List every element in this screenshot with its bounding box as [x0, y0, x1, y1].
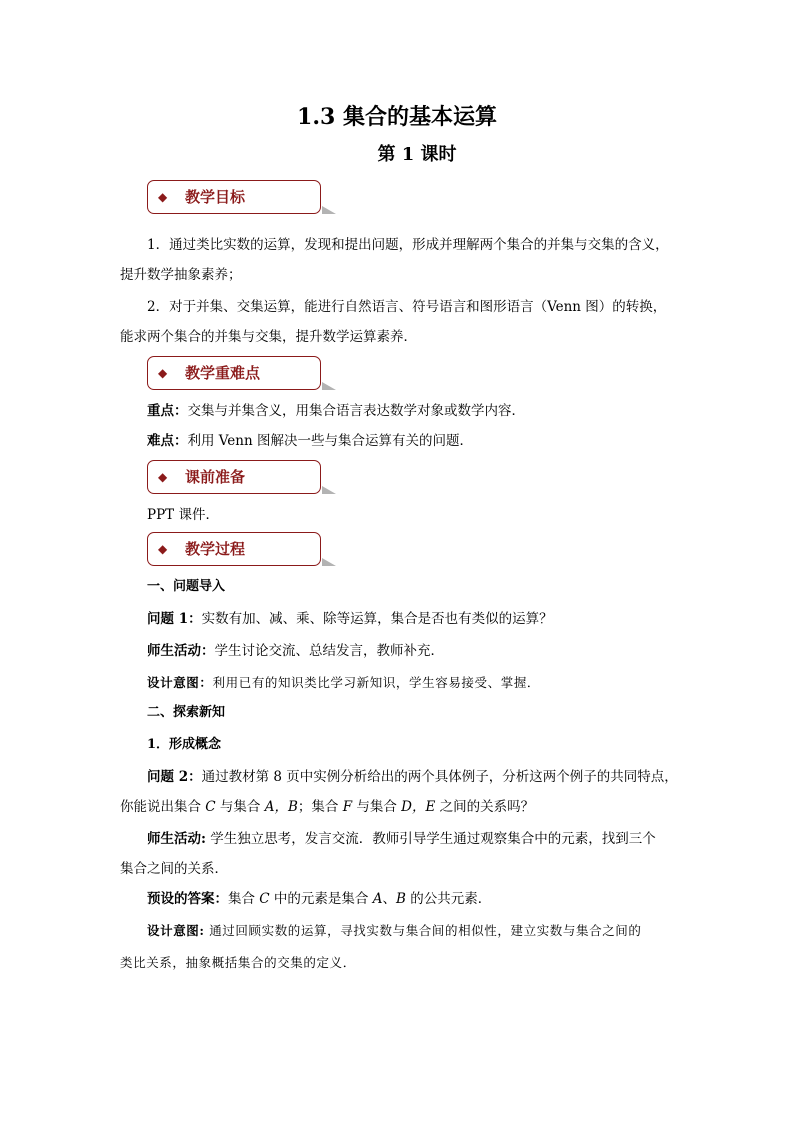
goal-line-1b: 提升数学抽象素养； [120, 267, 242, 283]
var-c: C [205, 799, 216, 815]
intent1-text: 利用已有的知识类比学习新知识，学生容易接受、掌握． [212, 675, 541, 690]
intent-2-line-b: 类比关系，抽象概括集合的交集的定义． [120, 955, 356, 970]
activity-2-line-b: 集合之间的关系． [120, 861, 228, 877]
activity2-label: 师生活动: [147, 831, 206, 847]
section-header-process [147, 532, 321, 566]
part2-heading: 二、探索新知 [147, 705, 226, 720]
answer-text: 中的元素是集合 [269, 891, 373, 907]
page-title: 1.3 集合的基本运算 [297, 104, 497, 130]
section-label: 教学目标 [185, 188, 246, 206]
q2-text: ；集合 [297, 799, 343, 815]
var-de: D，E [401, 799, 436, 815]
q2-text: 你能说出集合 [120, 799, 206, 815]
q2-text: 与集合 [352, 799, 402, 815]
section-tab-shadow [322, 486, 336, 494]
var-ab: A，B [264, 799, 298, 815]
section-header-prep [147, 460, 321, 494]
goal-line-2a: 2．对于并集、交集运算，能进行自然语言、符号语言和图形语言（Venn 图）的转换， [147, 299, 667, 315]
preset-answer [147, 890, 491, 908]
prep-text: PPT 课件． [147, 507, 219, 523]
page-subtitle: 第 1 课时 [377, 144, 457, 165]
intent1-label: 设计意图： [147, 675, 213, 690]
question-1 [147, 610, 553, 628]
var-f: F [342, 799, 353, 815]
diamond-bullet-icon: ◆ [158, 366, 168, 380]
section-tab-shadow [322, 382, 336, 390]
section-tab-shadow [322, 206, 336, 214]
diamond-bullet-icon: ◆ [158, 470, 168, 484]
q2-text-a: 通过教材第 8 页中实例分析给出的两个具体例子，分析这两个例子的共同特点， [201, 769, 678, 785]
q1-text: 实数有加、减、乘、除等运算，集合是否也有类似的运算？ [201, 611, 553, 627]
section-label: 教学过程 [185, 540, 246, 558]
key-focus [147, 402, 525, 420]
answer-text: 集合 [228, 891, 260, 907]
section-label: 课前准备 [185, 468, 246, 486]
goal-line-1a: 1．通过类比实数的运算，发现和提出问题，形成并理解两个集合的并集与交集的含义， [147, 237, 669, 253]
focus-label: 重点： [147, 403, 188, 419]
diamond-bullet-icon: ◆ [158, 542, 168, 556]
difficulty-label: 难点： [147, 433, 188, 449]
q1-label: 问题 1： [147, 611, 202, 627]
activity-1 [147, 642, 444, 660]
q2-text: 之间的关系吗？ [435, 799, 535, 815]
section-label: 教学重难点 [185, 364, 261, 382]
q2-label: 问题 2： [147, 769, 202, 785]
answer-text: 的公共元素． [405, 891, 492, 907]
section-tab-shadow [322, 558, 336, 566]
activity1-text: 学生讨论交流、总结发言，教师补充． [214, 643, 444, 659]
key-difficulty [147, 432, 473, 450]
intent-2-line-a [147, 922, 642, 940]
question-2-line-a [147, 768, 678, 786]
sub1-heading: 1．形成概念 [147, 737, 222, 752]
goal-line-2b: 能求两个集合的并集与交集，提升数学运算素养． [120, 329, 417, 345]
activity1-label: 师生活动： [147, 643, 215, 659]
intent2-text-a: 通过回顾实数的运算，寻找实数与集合间的相似性，建立实数与集合之间的 [204, 923, 642, 938]
activity-2-line-a [147, 830, 656, 848]
var-c: C [259, 891, 270, 907]
answer-text: 、 [382, 891, 396, 907]
intent2-label: 设计意图: [147, 923, 205, 938]
activity2-text-a: 学生独立思考，发言交流．教师引导学生通过观察集合中的元素，找到三个 [205, 831, 656, 847]
focus-text: 交集与并集含义，用集合语言表达数学对象或数学内容． [187, 403, 525, 419]
section-header-key [147, 356, 321, 390]
answer-label: 预设的答案： [147, 891, 228, 907]
var-b: B [395, 891, 406, 907]
var-a: A [372, 891, 383, 907]
section-header-goals [147, 180, 321, 214]
q2-text: 与集合 [215, 799, 265, 815]
difficulty-text: 利用 Venn 图解决一些与集合运算有关的问题． [187, 433, 473, 449]
intent-1 [147, 674, 540, 692]
question-2-line-b [120, 798, 534, 816]
part1-heading: 一、问题导入 [147, 579, 226, 594]
diamond-bullet-icon: ◆ [158, 190, 168, 204]
